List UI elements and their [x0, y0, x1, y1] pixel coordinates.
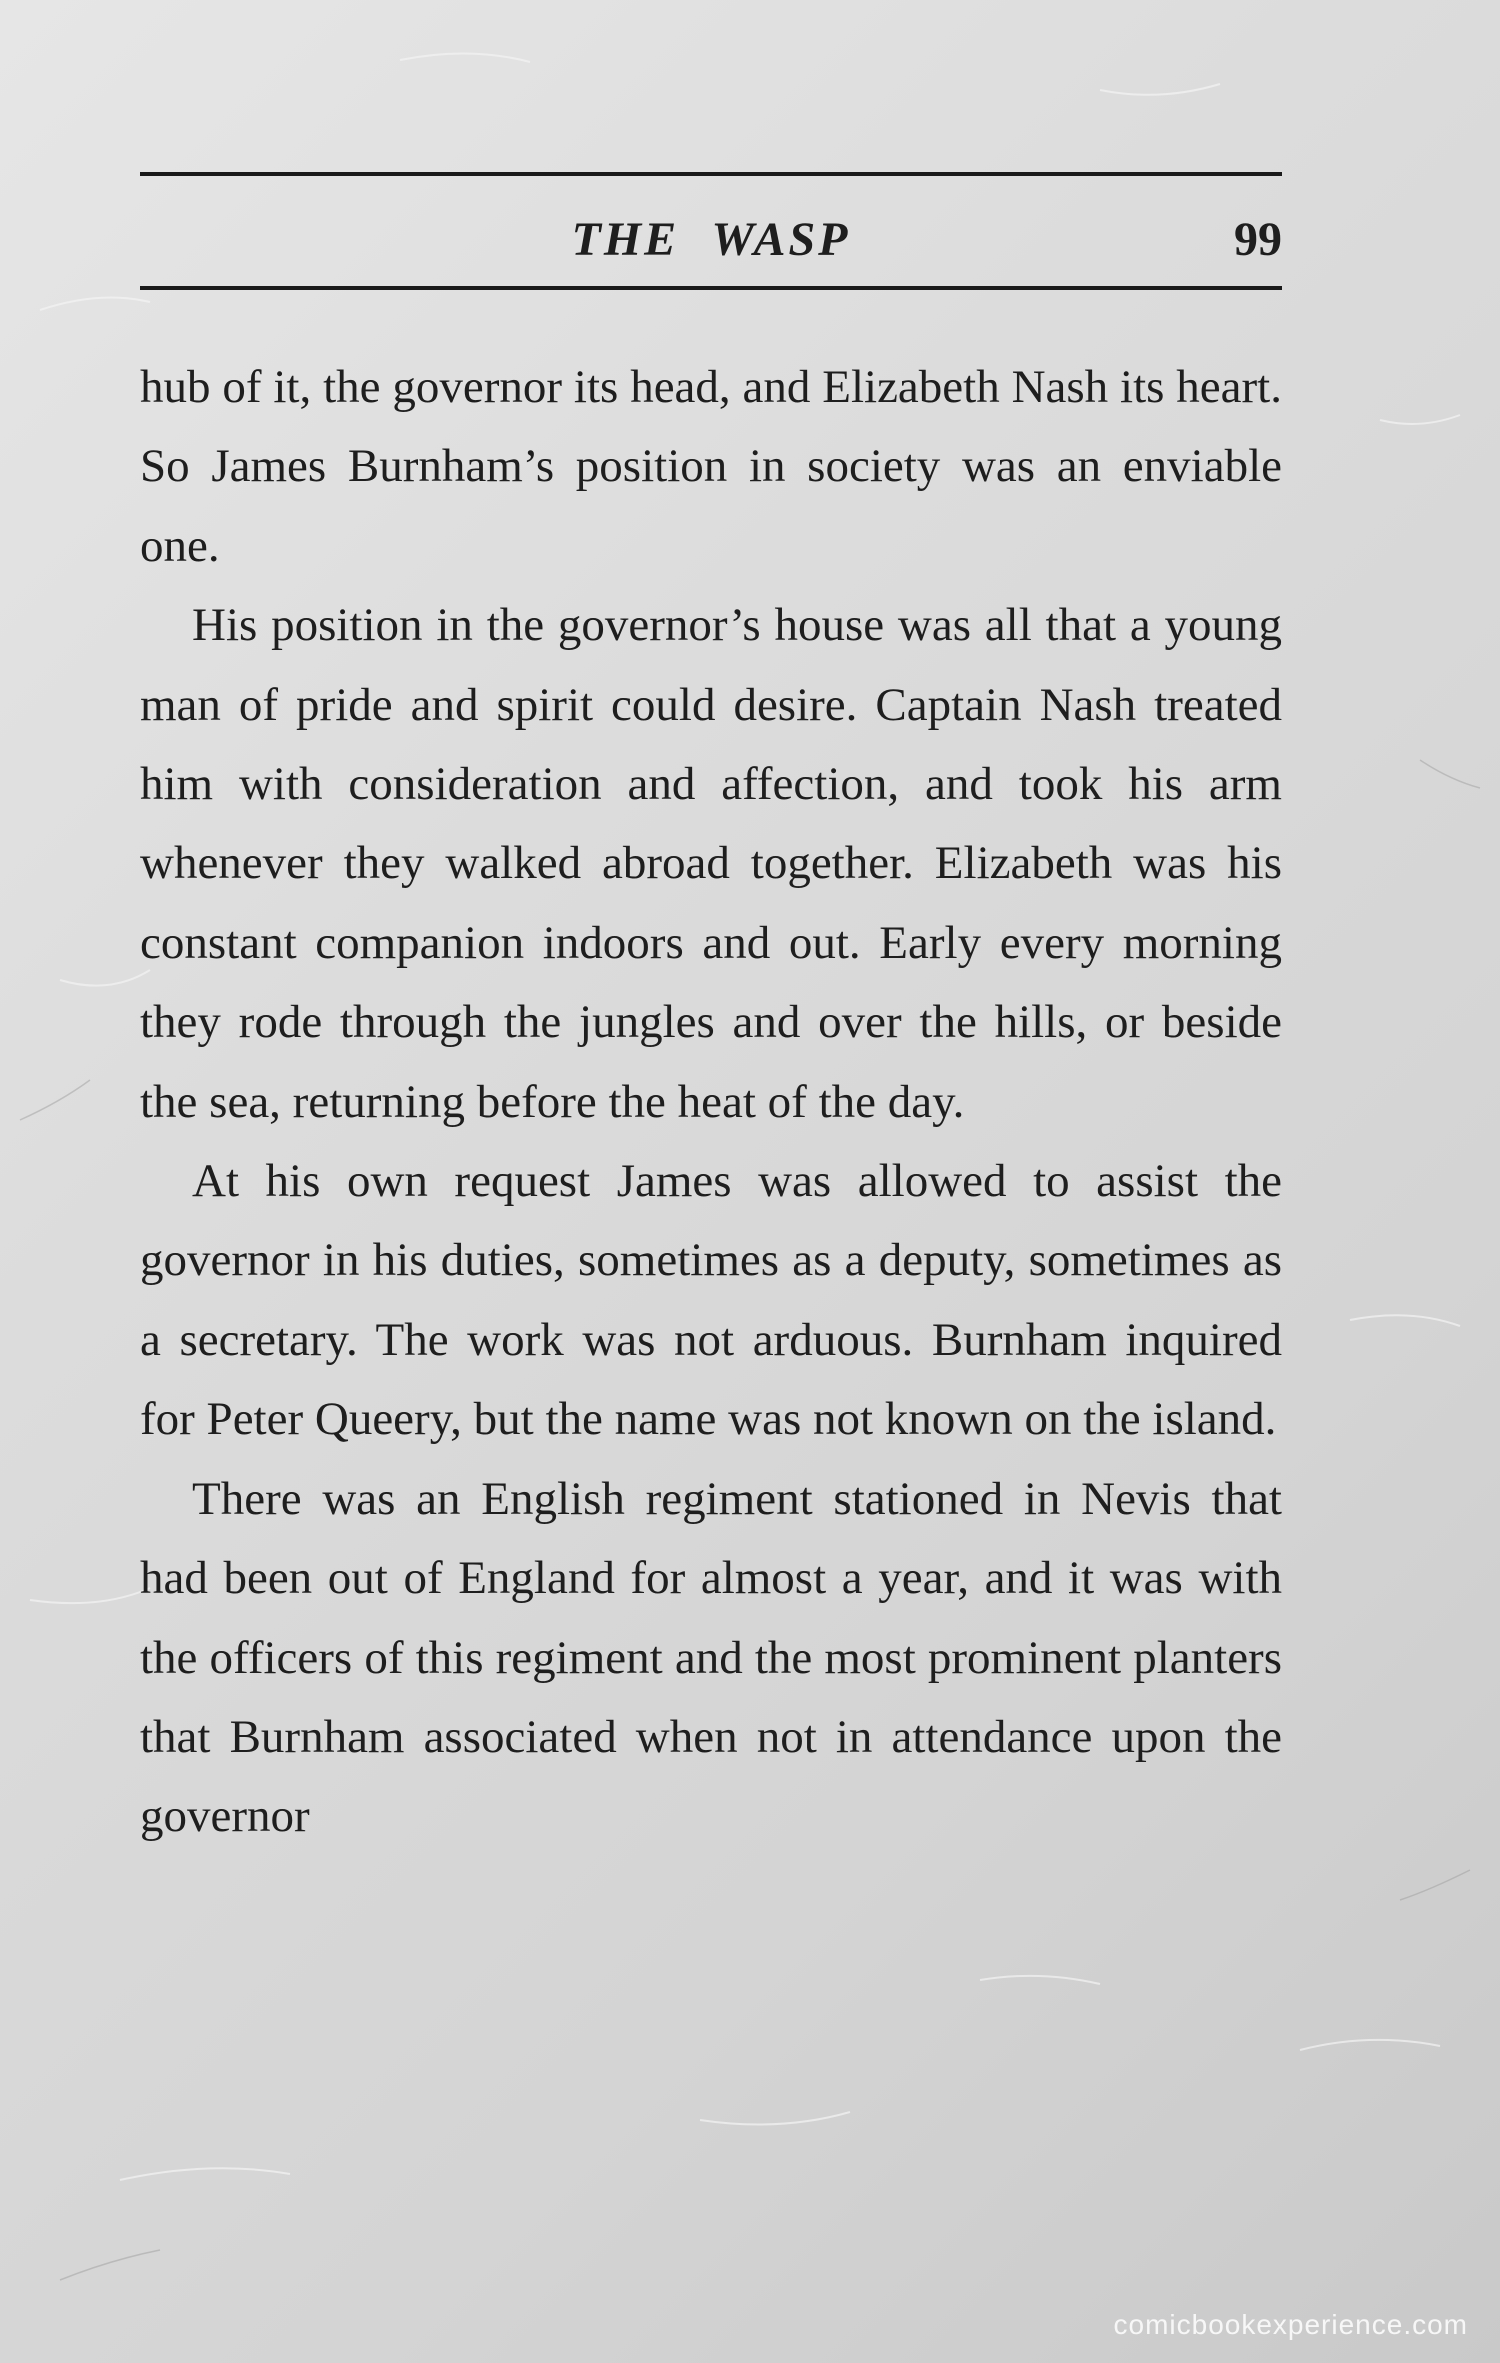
running-header: [140, 176, 1282, 286]
running-title: THE WASP: [571, 213, 851, 266]
watermark: comicbookexperience.com: [1113, 2309, 1468, 2340]
paragraph: His position in the governor’s house was all that a young man of pride and spirit could desire. Captain Nash treated him with consideration and affection, and took his arm whenever they walked abroad together. Elizabeth was his constant companion indoors and out. Early every morning they rode through the jungles and over the hills, or beside the sea, returning before the heat of the day.: [140, 599, 1282, 1128]
paragraph: hub of it, the governor its head, and Elizabeth Nash its heart. So James Burnham’s position in society was an enviable one.: [140, 361, 1282, 572]
book-page: [140, 172, 1282, 1857]
body-text: [140, 348, 1282, 1857]
paragraph: There was an English regiment stationed in Nevis that had been out of England for almost a year, and it was with the officers of this regiment and the most prominent planters that Burnham associated when not in attendance upon the governor: [140, 1472, 1282, 1843]
header-bottom-rule: [140, 286, 1282, 290]
paragraph: At his own request James was allowed to assist the governor in his duties, sometimes as a deputy, sometimes as a secretary. The work was not arduous. Burnham inquired for Peter Queery, but the name was not known on the island.: [140, 1155, 1282, 1446]
page-number: 99: [1234, 213, 1282, 266]
